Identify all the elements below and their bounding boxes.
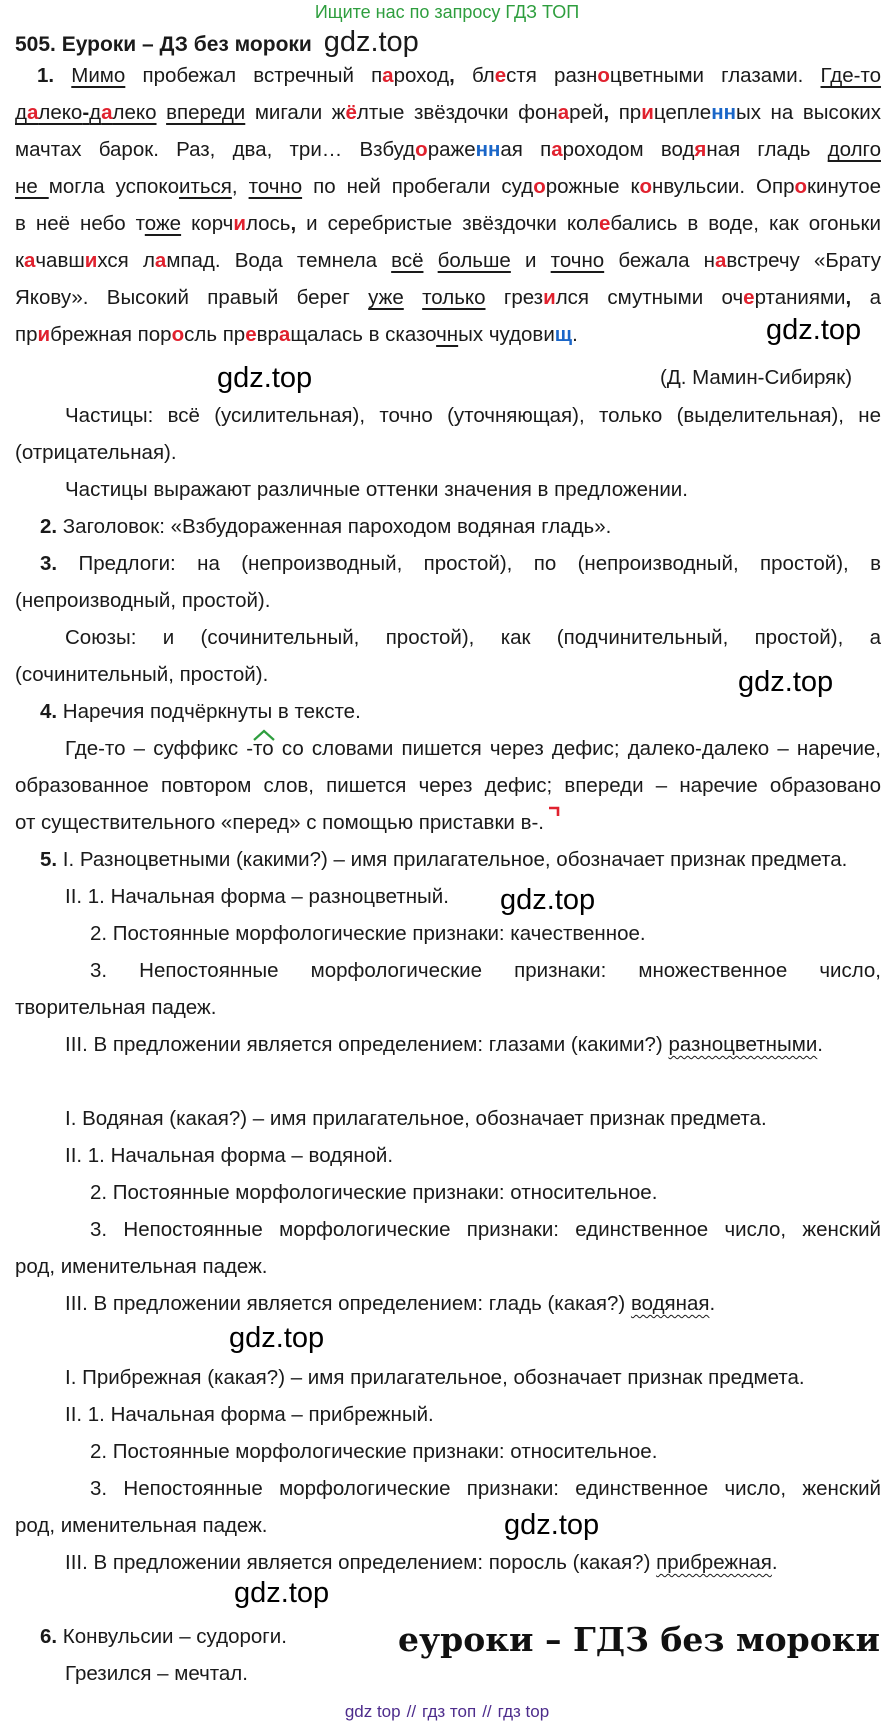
pribrezhnaya-1: I. Прибрежная (какая?) – имя прилагательное, обозначает признак предмета.	[65, 1366, 805, 1389]
item-5: 5. I. Разноцветными (какими?) – имя прилагательное, обозначает признак предмета.	[40, 848, 848, 871]
pribrezhnaya-2: II. 1. Начальная форма – прибрежный.	[65, 1403, 434, 1426]
text-line-3: мачтах барок. Раз, два, три… Взбудораженная пароходом водяная гладь долго	[15, 138, 881, 161]
text-line-6: качавшихся лампад. Вода темнела всё больше и точно бежала навстречу «Брату	[15, 249, 882, 272]
top-search-link[interactable]: Ищите нас по запросу ГДЗ ТОП	[314, 2, 580, 22]
text-line-2: далеко-далеко впереди мигали жёлтые звёздочки фонарей, прицепленных на высоких	[15, 101, 881, 124]
suffix-mark-icon	[252, 728, 276, 742]
item-5-syntax: III. В предложении является определением: глазами (какими?) разноцветными.	[65, 1033, 823, 1056]
item-5-constant: 2. Постоянные морфологические признаки: качественное.	[90, 922, 646, 945]
text-line-1: 1. Мимо пробежал встречный пароход, блестя разноцветными глазами. Где-то	[37, 64, 882, 87]
footer-link-3[interactable]: гдз top	[497, 1702, 550, 1721]
text-line-5: в неё небо тоже корчилось, и серебристые звёздочки колебались в воде, как огоньки	[15, 212, 881, 235]
heading-site: gdz.top	[323, 26, 419, 58]
vodyanaya-3: 2. Постоянные морфологические признаки: относительное.	[90, 1181, 658, 1204]
exercise-title: 505. Еуроки – ДЗ без мороки	[15, 33, 312, 56]
watermark: gdz.top	[229, 1322, 325, 1354]
prefix-mark-icon	[548, 806, 560, 816]
watermark: gdz.top	[766, 314, 862, 346]
watermark: gdz.top	[217, 362, 313, 394]
vodyanaya-5: род, именительная падеж.	[15, 1255, 268, 1278]
item-3-line-4: (сочинительный, простой).	[15, 663, 269, 686]
watermark: gdz.top	[504, 1509, 600, 1541]
particles-line-1: Частицы: всё (усилительная), точно (уточняющая), только (выделительная), не	[65, 404, 881, 427]
footer-links	[0, 1702, 894, 1722]
pribrezhnaya-6: III. В предложении является определением: поросль (какая?) прибрежная.	[65, 1551, 778, 1574]
text-line-8: прибрежная поросль превращалась в сказочных чудовищ.	[15, 323, 578, 346]
item-4-line-2: образованное повтором слов, пишется через дефис; впереди – наречие образовано	[15, 774, 881, 797]
exercise-heading	[15, 28, 894, 59]
watermark: gdz.top	[500, 884, 596, 916]
vodyanaya-4: 3. Непостоянные морфологические признаки: единственное число, женский	[90, 1218, 881, 1241]
item-6-line-2: Грезился – мечтал.	[65, 1662, 248, 1685]
item-5-variable-cont: творительная падеж.	[15, 996, 217, 1019]
item-3-line-2: (непроизводный, простой).	[15, 589, 271, 612]
item-4-line-1: Где-то – суффикс -то со словами пишется через дефис; далеко-далеко – наречие,	[65, 737, 881, 760]
watermark: gdz.top	[234, 1577, 330, 1609]
item-6: 6. Конвульсии – судороги.	[40, 1625, 287, 1648]
vodyanaya-2: II. 1. Начальная форма – водяной.	[65, 1144, 394, 1167]
pribrezhnaya-3: 2. Постоянные морфологические признаки: относительное.	[90, 1440, 658, 1463]
brand-slogan: еуроки – ГДЗ без мороки	[398, 1620, 881, 1659]
vodyanaya-1: I. Водяная (какая?) – имя прилагательное, обозначает признак предмета.	[65, 1107, 767, 1130]
item-5-form: II. 1. Начальная форма – разноцветный.	[65, 885, 449, 908]
particles-line-2: (отрицательная).	[15, 441, 177, 464]
pribrezhnaya-5: род, именительная падеж.	[15, 1514, 268, 1537]
footer-link-1[interactable]: gdz top	[344, 1702, 401, 1721]
item-3-line-1: 3. Предлоги: на (непроизводный, простой), по (непроизводный, простой), в	[40, 552, 881, 575]
pribrezhnaya-4: 3. Непостоянные морфологические признаки: единственное число, женский	[90, 1477, 881, 1500]
item-5-variable: 3. Непостоянные морфологические признаки: множественное число,	[90, 959, 881, 982]
text-line-7: Якову». Высокий правый берег уже только грезился смутными очертаниями, а	[15, 286, 881, 309]
footer-separator: //	[406, 1702, 417, 1721]
item-3-line-3: Союзы: и (сочинительный, простой), как (подчинительный, простой), а	[65, 626, 881, 649]
item-2: 2. Заголовок: «Взбудораженная пароходом водяная гладь».	[40, 515, 612, 538]
item-4-line-3: от существительного «перед» с помощью приставки в-.	[15, 811, 544, 834]
footer-link-2[interactable]: гдз топ	[422, 1702, 477, 1721]
author: (Д. Мамин-Сибиряк)	[660, 366, 853, 389]
footer-separator: //	[482, 1702, 492, 1721]
text-line-4: не могла успокоиться, точно по ней пробегали судорожные конвульсии. Опрокинутое	[15, 175, 881, 198]
watermark: gdz.top	[738, 666, 834, 698]
vodyanaya-6: III. В предложении является определением: гладь (какая?) водяная.	[65, 1292, 716, 1315]
item-4: 4. Наречия подчёркнуты в тексте.	[40, 700, 361, 723]
particles-meaning: Частицы выражают различные оттенки значения в предложении.	[65, 478, 688, 501]
